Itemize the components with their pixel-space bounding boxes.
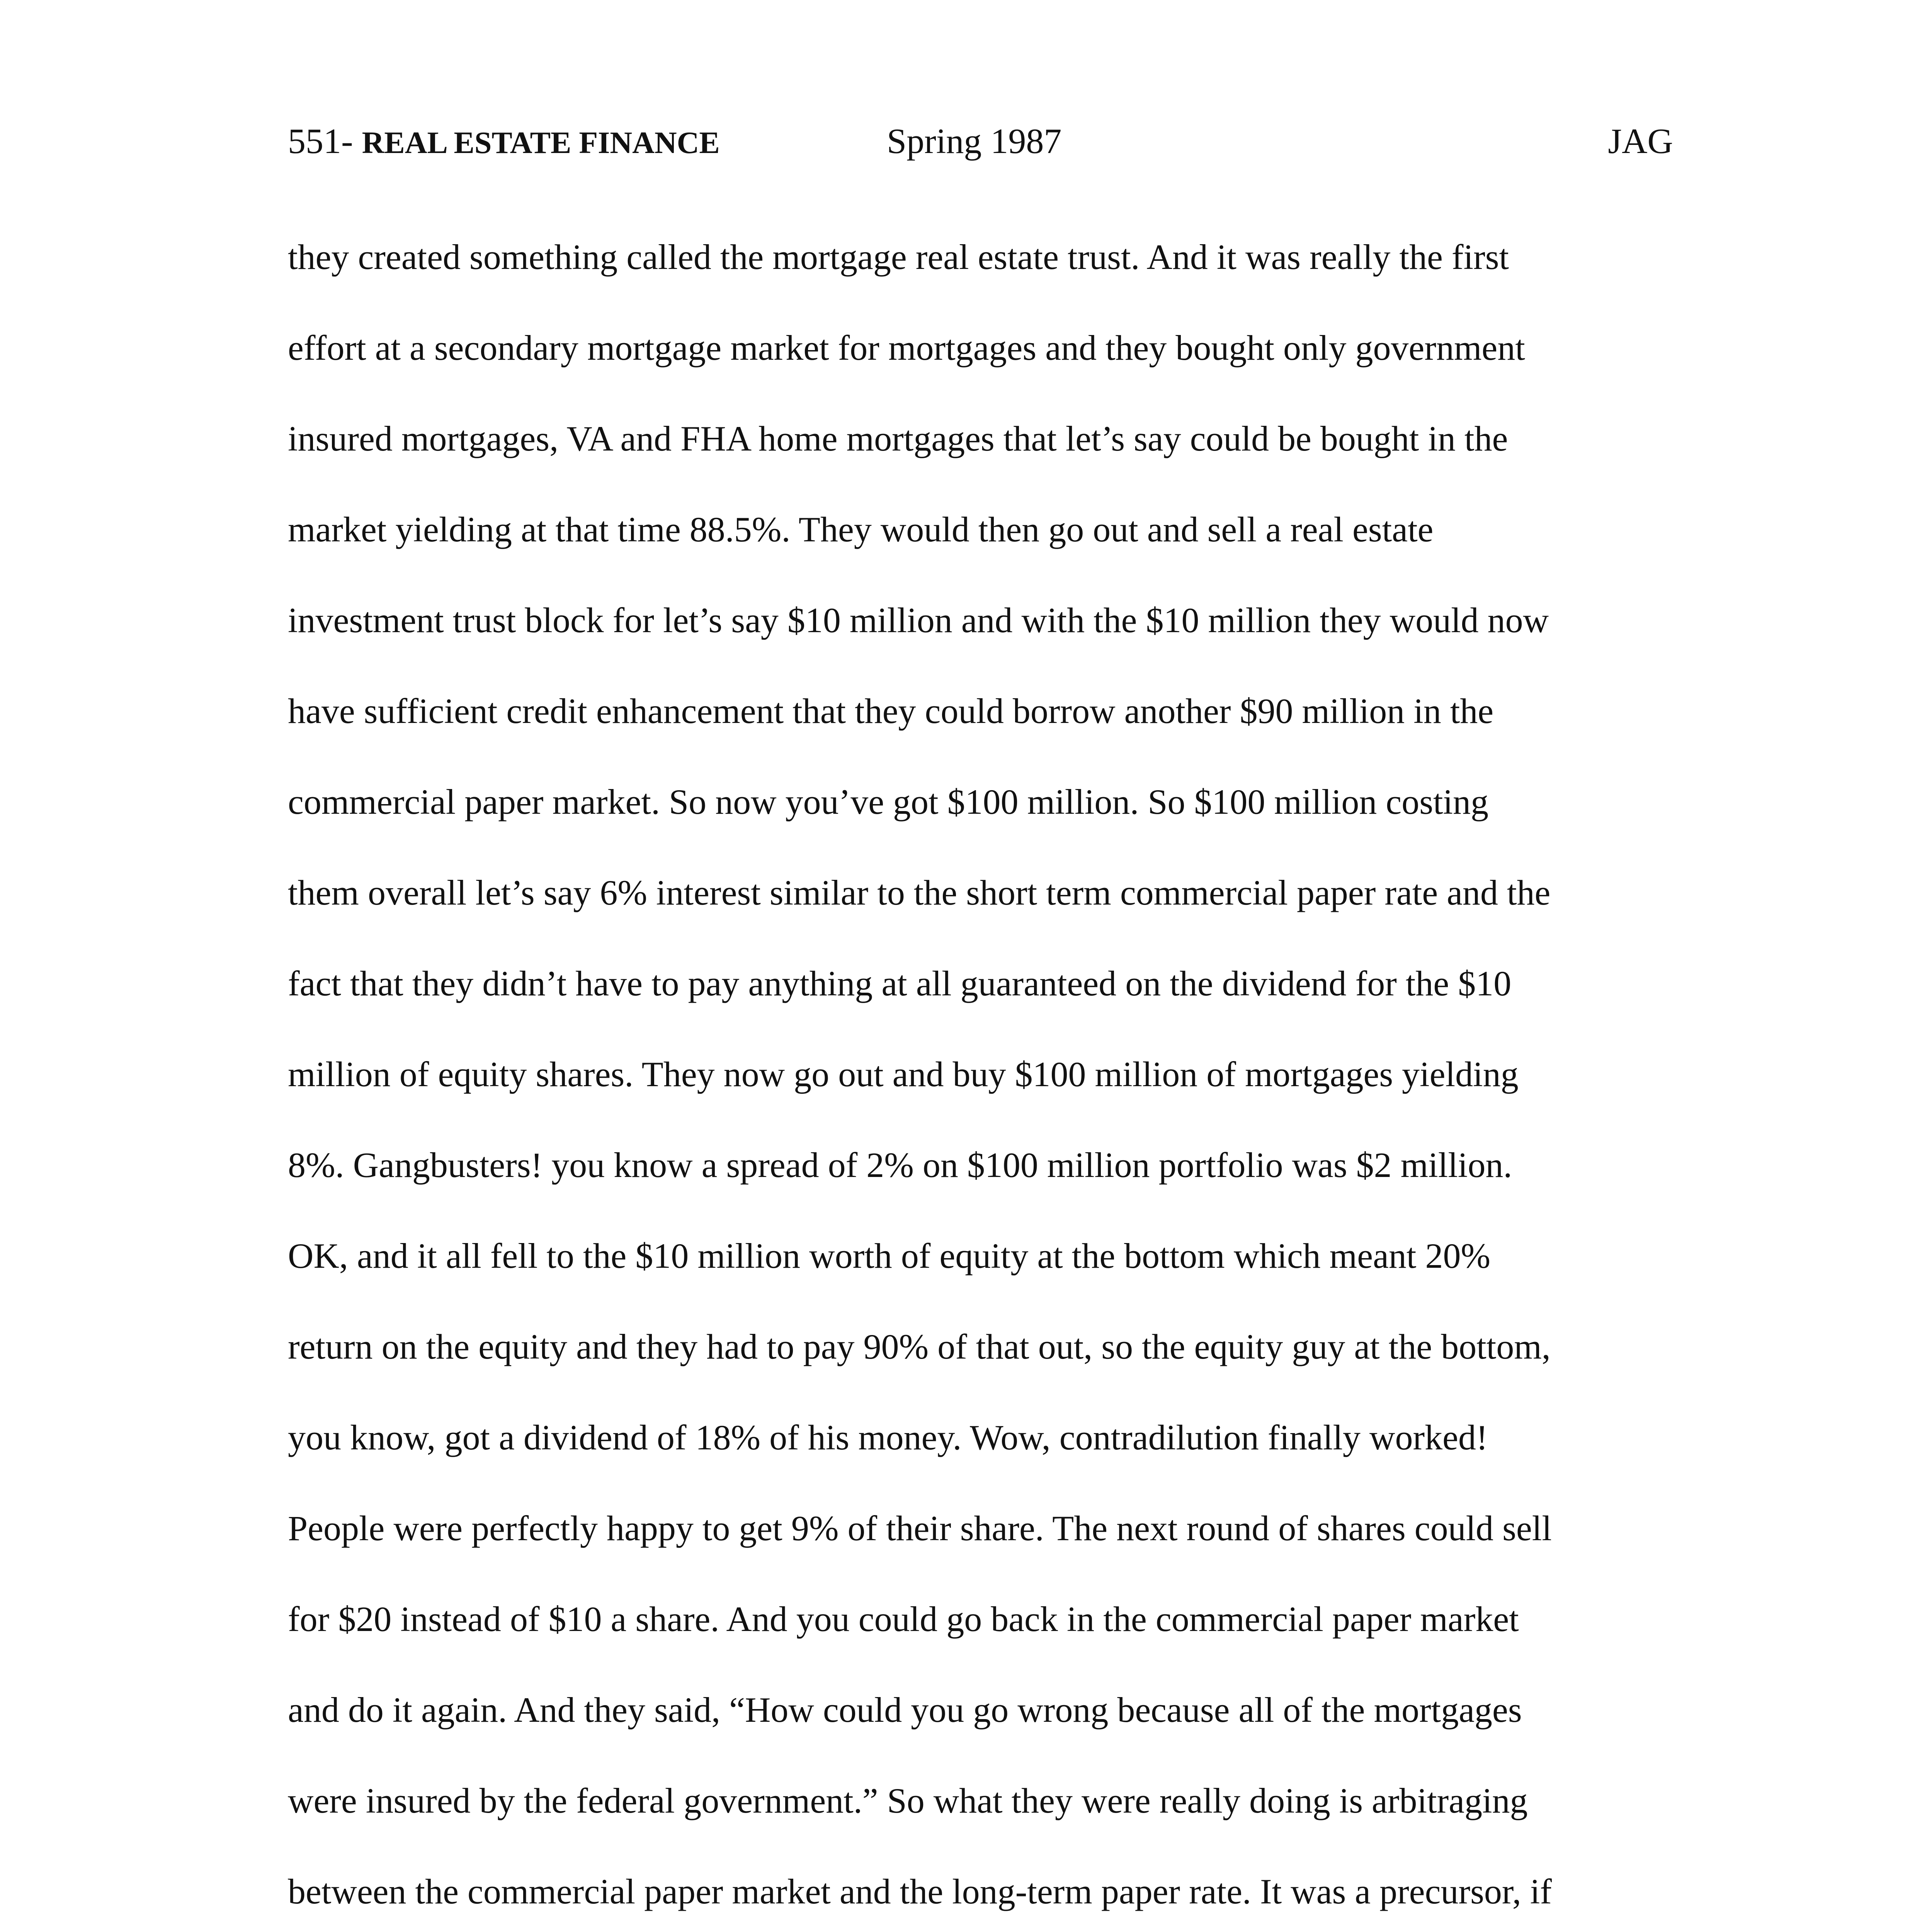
body-line: 8%. Gangbusters! you know a spread of 2% on $100 million portfolio was $2 million. xyxy=(288,1145,1512,1185)
body-line: fact that they didn’t have to pay anything at all guaranteed on the dividend for the $10 xyxy=(288,964,1512,1003)
body-line: and do it again. And they said, “How could you go wrong because all of the mortgages xyxy=(288,1690,1522,1730)
body-line: OK, and it all fell to the $10 million worth of equity at the bottom which meant 20% xyxy=(288,1236,1491,1276)
course-code: 551- xyxy=(288,121,353,161)
body-line: for $20 instead of $10 a share. And you could go back in the commercial paper market xyxy=(288,1599,1519,1639)
body-line: they created something called the mortgage real estate trust. And it was really the first xyxy=(288,237,1509,277)
body-line: between the commercial paper market and the long-term paper rate. It was a precursor, if xyxy=(288,1872,1552,1911)
body-line: People were perfectly happy to get 9% of their share. The next round of shares could sell xyxy=(288,1509,1552,1548)
header-term: Spring 1987 xyxy=(887,121,1062,161)
header-initials: JAG xyxy=(1608,121,1673,161)
body-line: insured mortgages, VA and FHA home mortgages that let’s say could be bought in the xyxy=(288,419,1508,458)
body-line: them overall let’s say 6% interest similar to the short term commercial paper rate and the xyxy=(288,873,1551,912)
body-line: million of equity shares. They now go out and buy $100 million of mortgages yielding xyxy=(288,1054,1519,1094)
body-line: were insured by the federal government.” So what they were really doing is arbitraging xyxy=(288,1781,1528,1820)
body-line: market yielding at that time 88.5%. They would then go out and sell a real estate xyxy=(288,510,1434,549)
body-line: investment trust block for let’s say $10 million and with the $10 million they would now xyxy=(288,600,1549,640)
header-course xyxy=(288,112,720,172)
body-line: you know, got a dividend of 18% of his money. Wow, contradilution finally worked! xyxy=(288,1418,1488,1457)
body-line: have sufficient credit enhancement that they could borrow another $90 million in the xyxy=(288,691,1494,731)
body-line: effort at a secondary mortgage market for mortgages and they bought only government xyxy=(288,328,1525,367)
page-header xyxy=(288,112,1673,170)
body-line: commercial paper market. So now you’ve got $100 million. So $100 million costing xyxy=(288,782,1489,821)
transcript-body xyxy=(288,228,1679,1932)
course-name: REAL ESTATE FINANCE xyxy=(362,126,720,160)
body-line: return on the equity and they had to pay 90% of that out, so the equity guy at the bottom, xyxy=(288,1327,1551,1366)
